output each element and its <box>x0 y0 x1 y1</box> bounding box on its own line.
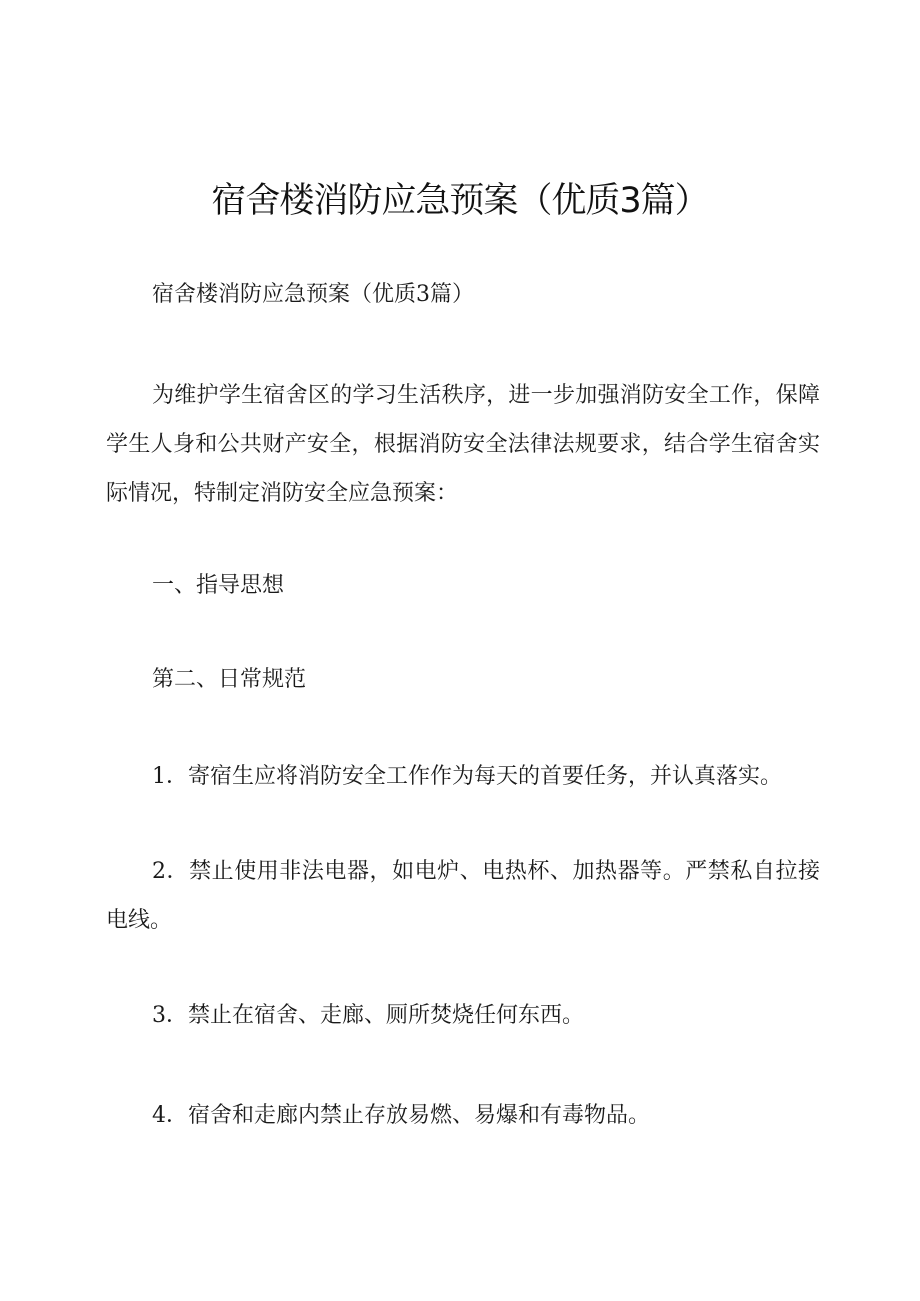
rule-item-1: 1．寄宿生应将消防安全工作作为每天的首要任务，并认真落实。 <box>152 764 782 789</box>
rule-item-4: 4．宿舍和走廊内禁止存放易燃、易爆和有毒物品。 <box>152 1103 650 1128</box>
rule-item-2: 2．禁止使用非法电器，如电炉、电热杯、加热器等。严禁私自拉接电线。 <box>106 859 820 933</box>
document-subtitle: 宿舍楼消防应急预案（优质3篇） <box>152 282 474 307</box>
rule-item-3: 3．禁止在宿舍、走廊、厕所焚烧任何东西。 <box>152 1003 584 1028</box>
document-title: 宿舍楼消防应急预案（优质3篇） <box>211 181 709 221</box>
section-heading-guiding-principle: 一、指导思想 <box>152 573 285 598</box>
intro-paragraph: 为维护学生宿舍区的学习生活秩序，进一步加强消防安全工作，保障学生人身和公共财产安全，根据消防安全法律法规要求，结合学生宿舍实际情况，特制定消防安全应急预案： <box>106 383 820 506</box>
section-heading-daily-rules: 第二、日常规范 <box>152 667 307 692</box>
